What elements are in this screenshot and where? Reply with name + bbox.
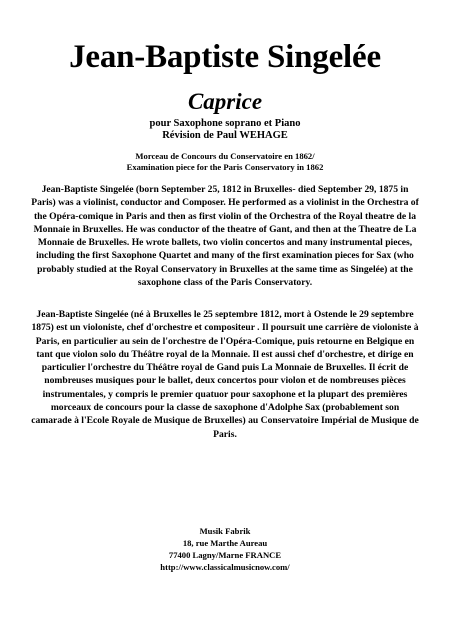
publisher-street: 18, rue Marthe Aureau — [182, 538, 268, 548]
contest-note-en: Examination piece for the Paris Conservatory in 1862 — [126, 162, 324, 172]
piece-title: Caprice — [187, 89, 263, 114]
revision-credit: Révision de Paul WEHAGE — [162, 130, 288, 141]
contest-note-fr: Morceau de Concours du Conservatoire en 1862/ — [135, 151, 315, 161]
publisher-city: 77400 Lagny/Marne FRANCE — [168, 550, 282, 560]
biography-french: Jean-Baptiste Singelée (né à Bruxelles le 25 septembre 1812, mort à Ostende le 29 septembre 1875) est un violoniste, chef d'orchestre et compositeur . Il poursuit une carrière de violoniste à Paris, en particulier au sein de l'orchestre de l'Opéra-Comique, puis retourne en Belgique en tant que violon solo du Théâtre royal de la Monnaie. Il est aussi chef d'orchestre, et dirige en particulier l'orchestre du Théâtre royal de Gand puis La Monnaie de Bruxelles. Il écrit de nombreuses musiques pour le ballet, deux concertos pour violon et de nombreuses pièces instrumentales, y compris le premier quatuor pour saxophone et la plupart des premières morceaux de concours pour la classe de saxophone d'Adolphe Sax (probablement son camarade à l'Ecole Royale de Musique de Bruxelles) au Conservatoire Impérial de Musique de Paris. — [31, 309, 419, 440]
biography-english: Jean-Baptiste Singelée (born September 25, 1812 in Bruxelles- died September 29, 1875 in Paris) was a violinist, conductor and Composer. He performed as a violinist in the Orchestra of the Opéra-comique in Paris and then as first violin of the Orchestra of the Royal theatre de la Monnaie in Bruxelles. He was conductor of the theatre of Gant, and then at the Theatre de La Monnaie de Bruxelles. He wrote ballets, two violin concertos and many instrumental pieces, including the first Saxophone Quartet and many of the first examination pieces for Sax (who probably studied at the Royal Conservatory in Bruxelles at the same time as Singelée) at the saxophone class of the Paris Conservatory. — [31, 184, 419, 289]
instrumentation: pour Saxophone soprano et Piano — [149, 118, 301, 129]
publisher-url[interactable]: http://www.classicalmusicnow.com/ — [160, 562, 290, 572]
composer-name: Jean-Baptiste Singelée — [69, 39, 381, 75]
publisher-name: Musik Fabrik — [199, 526, 251, 536]
